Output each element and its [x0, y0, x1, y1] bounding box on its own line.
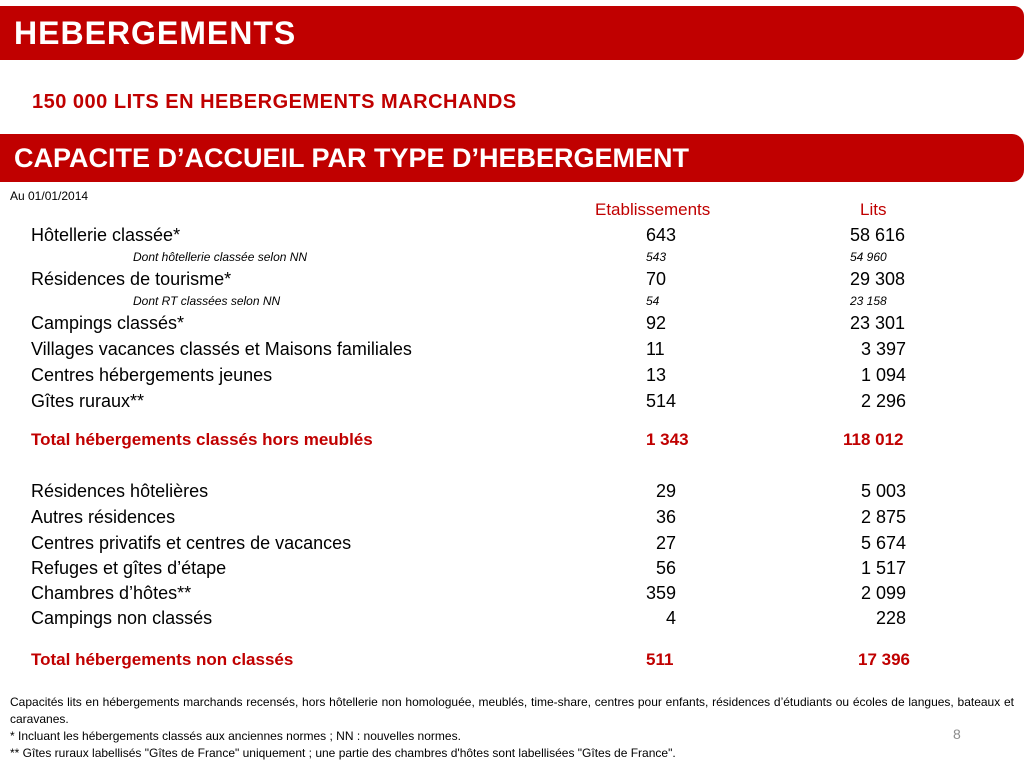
row-label: Chambres d’hôtes**: [31, 583, 192, 603]
table-row: [0, 558, 1024, 584]
table-row: [0, 481, 1024, 507]
row-etablissements: 4: [665, 608, 676, 628]
row-label: Autres résidences: [31, 507, 176, 527]
total-etablissements: 511: [646, 650, 674, 669]
row-etablissements: 359: [645, 583, 676, 603]
total-lits: 118 012: [843, 430, 904, 449]
row-lits: 3 397: [860, 339, 906, 359]
row-etablissements: 11: [646, 339, 665, 359]
row-label: Campings non classés: [31, 608, 213, 628]
total-etablissements: 1 343: [646, 430, 689, 449]
row-label: Refuges et gîtes d’étape: [31, 558, 227, 578]
row-etablissements: 70: [646, 269, 667, 289]
row-etablissements: 543: [646, 250, 667, 264]
row-etablissements: 643: [646, 225, 677, 245]
row-label: Hôtellerie classée*: [31, 225, 181, 245]
row-label: Centres privatifs et centres de vacances: [31, 533, 352, 553]
row-lits: 58 616: [850, 225, 906, 245]
row-lits: 228: [875, 608, 906, 628]
footnote-main: Capacités lits en hébergements marchands recensés, hors hôtellerie non homologuée, meublés, time-share, centres pour enfants, résidences d’étudiants ou écoles de langues, bateaux et caravanes.: [10, 695, 1014, 726]
footnotes: [10, 694, 1014, 762]
table-row: [0, 391, 1024, 417]
row-lits: 54 960: [850, 250, 887, 264]
row-label: Villages vacances classés et Maisons familiales: [31, 339, 412, 359]
total-lits: 17 396: [858, 650, 910, 669]
page-number: 8: [953, 726, 961, 742]
row-lits: 5 003: [860, 481, 906, 501]
row-etablissements: 36: [655, 507, 676, 527]
row-label: Dont hôtellerie classée selon NN: [133, 250, 308, 264]
table-row: [0, 313, 1024, 339]
table-row: [0, 225, 1024, 251]
total-label: Total hébergements classés hors meublés: [31, 430, 373, 449]
row-etablissements: 13: [646, 365, 667, 385]
row-lits: 2 099: [860, 583, 906, 603]
table-row: [0, 533, 1024, 559]
table-row: [0, 269, 1024, 295]
row-label: Gîtes ruraux**: [31, 391, 145, 411]
table-row: [0, 608, 1024, 634]
total-label: Total hébergements non classés: [31, 650, 294, 669]
column-header-lits: Lits: [860, 200, 887, 219]
section-title: CAPACITE D’ACCUEIL PAR TYPE D’HEBERGEMENT: [14, 143, 690, 173]
column-header-etablissements: Etablissements: [595, 200, 711, 219]
table-total-row: [0, 650, 1024, 676]
section-banner: [0, 134, 1024, 182]
row-etablissements: 54: [646, 294, 660, 308]
row-etablissements: 29: [655, 481, 676, 501]
row-label: Résidences de tourisme*: [31, 269, 232, 289]
row-label: Résidences hôtelières: [31, 481, 209, 501]
row-lits: 1 517: [860, 558, 906, 578]
table-total-row: [0, 430, 1024, 456]
footnote-1: * Incluant les hébergements classés aux anciennes normes ; NN : nouvelles normes.: [10, 729, 461, 743]
row-etablissements: 92: [646, 313, 667, 333]
row-label: Dont RT classées selon NN: [133, 294, 281, 308]
row-etablissements: 27: [655, 533, 676, 553]
row-etablissements: 514: [646, 391, 677, 411]
date-note: Au 01/01/2014: [10, 189, 89, 203]
table-row: [0, 507, 1024, 533]
title-banner: [0, 6, 1024, 60]
page-title: HEBERGEMENTS: [14, 15, 297, 51]
row-lits: 29 308: [850, 269, 906, 289]
row-lits: 23 158: [850, 294, 887, 308]
footnote-2: ** Gîtes ruraux labellisés "Gîtes de France" uniquement ; une partie des chambres d'hôtes sont labellisées "Gîtes de France".: [10, 746, 676, 760]
row-lits: 5 674: [860, 533, 906, 553]
table-row: [0, 583, 1024, 609]
row-lits: 2 296: [860, 391, 906, 411]
table-row: [0, 339, 1024, 365]
row-label: Campings classés*: [31, 313, 185, 333]
subtitle: 150 000 LITS EN HEBERGEMENTS MARCHANDS: [32, 91, 517, 113]
row-label: Centres hébergements jeunes: [31, 365, 273, 385]
row-lits: 2 875: [860, 507, 906, 527]
row-lits: 1 094: [860, 365, 906, 385]
row-etablissements: 56: [655, 558, 676, 578]
table-row: [0, 365, 1024, 391]
row-lits: 23 301: [850, 313, 906, 333]
